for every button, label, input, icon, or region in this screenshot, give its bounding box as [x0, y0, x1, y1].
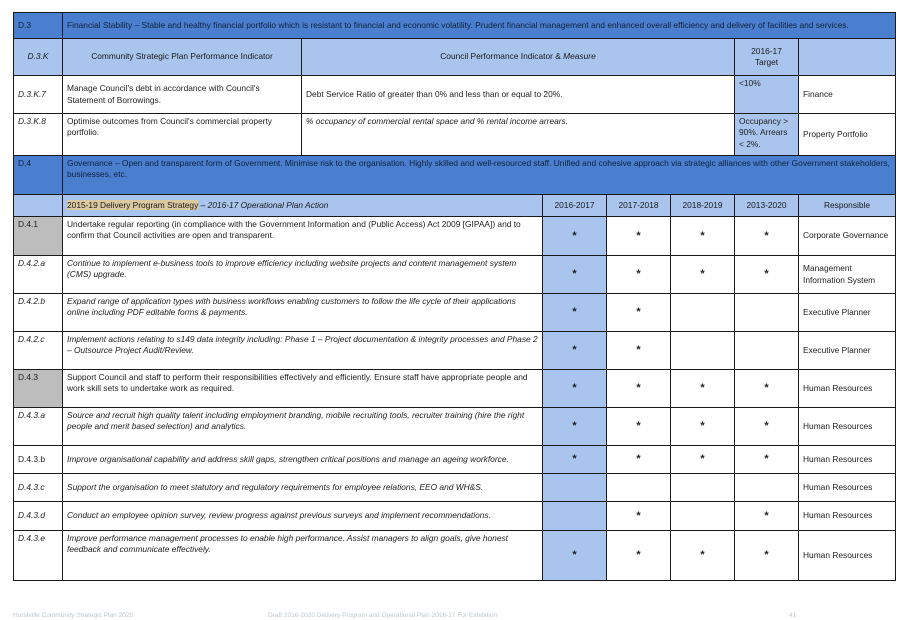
- d4-row-code: D.4.2.a: [14, 256, 63, 294]
- footer-center-text: Draft 2016-2020 Delivery Program and Operational Plan 2016-17 For Exhibition: [268, 612, 498, 619]
- d4-row-year-3: [671, 332, 735, 370]
- d3-row: [14, 76, 896, 114]
- d4-row-year-3: *: [671, 408, 735, 446]
- d3-header-responsible: [799, 39, 896, 76]
- d4-row-year-4: *: [735, 408, 799, 446]
- d4-row-year-3: *: [671, 370, 735, 408]
- d4-row-year-2: *: [607, 408, 671, 446]
- d4-row-year-2: *: [607, 294, 671, 332]
- plan-table: [13, 12, 896, 581]
- d4-header-year-4: 2013-2020: [735, 195, 799, 217]
- footer-page-number: 41: [789, 612, 797, 619]
- d3-header-row: [14, 39, 896, 76]
- d4-row-year-4: [735, 332, 799, 370]
- d4-row-code: D.4.3: [14, 370, 63, 408]
- d3-code: D.3: [14, 13, 63, 39]
- d4-row-responsible: Human Resources: [799, 446, 896, 474]
- d4-section-row: [14, 156, 896, 195]
- d4-row-year-3: *: [671, 217, 735, 256]
- d3-row-responsible: Property Portfolio: [799, 114, 896, 156]
- d4-row-year-2: *: [607, 531, 671, 581]
- d4-row-code: D.4.3.a: [14, 408, 63, 446]
- d4-row-year-2: [607, 474, 671, 502]
- d3-row-target: <10%: [735, 76, 799, 114]
- d4-row: [14, 446, 896, 474]
- d4-row-year-2: *: [607, 332, 671, 370]
- d4-code: D.4: [14, 156, 63, 195]
- d4-header-year-1: 2016-2017: [543, 195, 607, 217]
- d4-row-text: Support Council and staff to perform their responsibilities effectively and efficiently. Ensure staff have appropriate people and work skill sets to undertake work as required.: [63, 370, 543, 408]
- d4-row-year-2: *: [607, 502, 671, 531]
- d4-row-code: D.4.1: [14, 217, 63, 256]
- d3-header-target: 2016-17 Target: [735, 39, 799, 76]
- d4-row-year-2: *: [607, 217, 671, 256]
- d4-row-year-4: [735, 294, 799, 332]
- d4-row-code: D.4.3.c: [14, 474, 63, 502]
- d3-row-target: Occupancy > 90%. Arrears < 2%.: [735, 114, 799, 156]
- d4-row-year-2: *: [607, 370, 671, 408]
- d3-header-indicator: Community Strategic Plan Performance Indicator: [63, 39, 302, 76]
- d4-row: [14, 256, 896, 294]
- d4-row-responsible: Corporate Governance: [799, 217, 896, 256]
- d3-row-measure: % occupancy of commercial rental space and % rental income arrears.: [302, 114, 735, 156]
- d4-row: [14, 332, 896, 370]
- d4-row-year-1: [543, 502, 607, 531]
- d4-row-code: D.4.3.d: [14, 502, 63, 531]
- d4-row-text: Improve organisational capability and address skill gaps, strengthen critical positions and manage an ageing workforce.: [63, 446, 543, 474]
- d4-row-text: Conduct an employee opinion survey, review progress against previous surveys and implement recommendations.: [63, 502, 543, 531]
- d3-row-indicator: Optimise outcomes from Council's commercial property portfolio.: [63, 114, 302, 156]
- d4-row-year-1: *: [543, 217, 607, 256]
- d4-row-year-4: *: [735, 502, 799, 531]
- d4-row-text: Source and recruit high quality talent including employment branding, mobile recruiting tools, recruiter training (hire the right people and merit based selection) and analytics.: [63, 408, 543, 446]
- d4-row-year-4: [735, 474, 799, 502]
- d3-title: Financial Stability – Stable and healthy financial portfolio which is resistant to financial and economic volatility. Prudent financial management and enhanced overall efficiency and delivery of facilities and services.: [63, 13, 896, 39]
- footer-left-text: Hurstville Community Strategic Plan 2025: [13, 612, 133, 619]
- d4-row-year-3: [671, 474, 735, 502]
- d4-header-year-3: 2018-2019: [671, 195, 735, 217]
- d4-row-responsible: Human Resources: [799, 502, 896, 531]
- d4-header-year-2: 2017-2018: [607, 195, 671, 217]
- d4-row-year-1: *: [543, 294, 607, 332]
- d4-row-year-1: *: [543, 370, 607, 408]
- d4-header-row: [14, 195, 896, 217]
- d4-header-strategy: [63, 195, 543, 217]
- d4-row-year-1: *: [543, 446, 607, 474]
- d3-row-code: D.3.K.7: [14, 76, 63, 114]
- d4-row-year-4: *: [735, 256, 799, 294]
- d4-row-year-3: [671, 502, 735, 531]
- d4-row: [14, 217, 896, 256]
- d4-row-text: Implement actions relating to s149 data integrity including: Phase 1 – Project documentation & integrity processes and Phase 2 – Outsource Project Audit/Review.: [63, 332, 543, 370]
- d4-header-responsible: Responsible: [799, 195, 896, 217]
- d4-header-action-label: – 2016-17 Operational Plan Action: [198, 199, 329, 210]
- d4-row-responsible: Human Resources: [799, 408, 896, 446]
- d4-row-text: Continue to implement e-business tools to improve efficiency including website projects and content management system (CMS) upgrade.: [63, 256, 543, 294]
- d4-row-year-3: [671, 294, 735, 332]
- d4-row-text: Undertake regular reporting (in compliance with the Government Information and (Public Access) Act 2009 [GIPAA]) and to confirm that Council activities are open and transparent.: [63, 217, 543, 256]
- d4-row: [14, 502, 896, 531]
- d4-row-responsible: Management Information System: [799, 256, 896, 294]
- d4-row-text: Expand range of application types with business workflows enabling customers to follow the life cycle of their applications online including PDF editable forms & payments.: [63, 294, 543, 332]
- d4-row-year-1: [543, 474, 607, 502]
- d3-header-measure: Council Performance Indicator & Measure: [302, 39, 735, 76]
- d4-row-year-3: *: [671, 531, 735, 581]
- d4-row-code: D.4.3.b: [14, 446, 63, 474]
- d3-row-code: D.3.K.8: [14, 114, 63, 156]
- d4-row-code: D.4.3.e: [14, 531, 63, 581]
- d4-row-responsible: Human Resources: [799, 474, 896, 502]
- d4-row-year-1: *: [543, 332, 607, 370]
- d4-row-text: Support the organisation to meet statutory and regulatory requirements for employee relations, EEO and WH&S.: [63, 474, 543, 502]
- d4-row-code: D.4.2.c: [14, 332, 63, 370]
- d4-row-responsible: Human Resources: [799, 370, 896, 408]
- d4-header-blank: [14, 195, 63, 217]
- d4-row-year-4: *: [735, 446, 799, 474]
- d4-row-responsible: Executive Planner: [799, 294, 896, 332]
- d4-row-year-4: *: [735, 370, 799, 408]
- d4-title: Governance – Open and transparent form of Government. Minimise risk to the organisation. Highly skilled and well-resourced staff. Unified and cohesive approach via strategic alliances with other Government stakeholders, businesses, etc.: [63, 156, 896, 195]
- d4-row-code: D.4.2.b: [14, 294, 63, 332]
- d4-row: [14, 294, 896, 332]
- d4-row-year-4: *: [735, 217, 799, 256]
- d4-row-responsible: Executive Planner: [799, 332, 896, 370]
- d4-row-responsible: Human Resources: [799, 531, 896, 581]
- d4-row-year-1: *: [543, 408, 607, 446]
- d4-row-year-2: *: [607, 256, 671, 294]
- d4-row-year-1: *: [543, 531, 607, 581]
- d3-header-code: D.3.K: [14, 39, 63, 76]
- d3-row-indicator: Manage Council's debt in accordance with Council's Statement of Borrowings.: [63, 76, 302, 114]
- d4-header-strategy-label: 2015-19 Delivery Program Strategy: [67, 199, 199, 210]
- d3-row-responsible: Finance: [799, 76, 896, 114]
- d4-row-year-3: *: [671, 256, 735, 294]
- d3-row-measure: Debt Service Ratio of greater than 0% and less than or equal to 20%.: [302, 76, 735, 114]
- d4-row-year-4: *: [735, 531, 799, 581]
- d4-row-year-2: *: [607, 446, 671, 474]
- d3-section-row: [14, 13, 896, 39]
- d4-row-year-1: *: [543, 256, 607, 294]
- d4-row: [14, 474, 896, 502]
- d4-row: [14, 408, 896, 446]
- d4-row-text: Improve performance management processes to enable high performance. Assist managers to align goals, give honest feedback and communicate effectively.: [63, 531, 543, 581]
- d4-row-year-3: *: [671, 446, 735, 474]
- d4-row: [14, 370, 896, 408]
- d4-row: [14, 531, 896, 581]
- d3-row: [14, 114, 896, 156]
